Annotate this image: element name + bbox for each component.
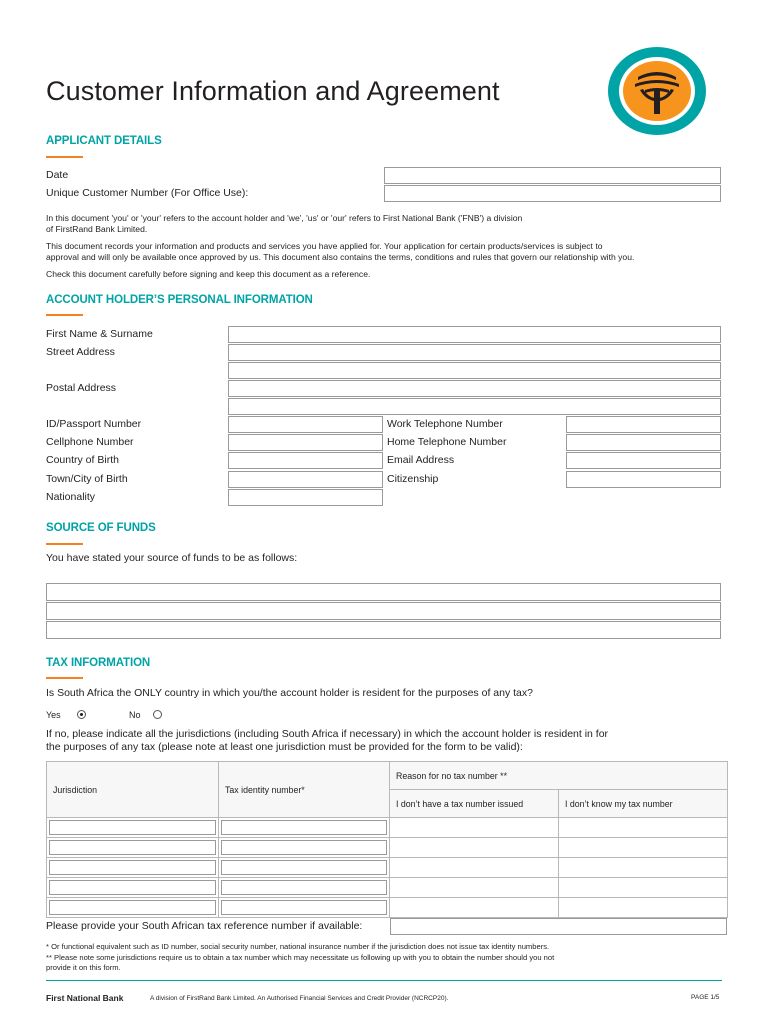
dont-know-cell[interactable]	[559, 878, 728, 898]
not-issued-cell[interactable]	[390, 858, 559, 878]
heading-underline	[46, 677, 83, 679]
jurisdiction-input[interactable]	[49, 820, 216, 835]
date-field[interactable]	[384, 167, 721, 184]
id-passport-label: ID/Passport Number	[46, 418, 142, 430]
street-address-label: Street Address	[46, 346, 115, 358]
definitions-line-1: In this document 'you' or 'your' refers to the account holder and 'we', 'us' or 'our' refers to First National Bank ('FNB') a division	[46, 213, 523, 223]
heading-underline	[46, 156, 83, 158]
id-passport-field[interactable]	[228, 416, 383, 433]
home-telephone-label: Home Telephone Number	[387, 436, 507, 448]
town-of-birth-label: Town/City of Birth	[46, 473, 128, 485]
if-no-instruction-1: If no, please indicate all the jurisdictions (including South Africa if necessary) in which the account holder is resident in for	[46, 728, 609, 740]
jurisdiction-input[interactable]	[49, 840, 216, 855]
radio-no-label: No	[129, 710, 141, 720]
tin-input[interactable]	[221, 900, 387, 915]
cellphone-label: Cellphone Number	[46, 436, 134, 448]
heading-underline	[46, 543, 83, 545]
jurisdiction-input[interactable]	[49, 900, 216, 915]
personal-info-heading: ACCOUNT HOLDER’S PERSONAL INFORMATION	[46, 294, 313, 306]
country-of-birth-field[interactable]	[228, 452, 383, 469]
ucn-field[interactable]	[384, 185, 721, 202]
nationality-field[interactable]	[228, 489, 383, 506]
street-address-field-1[interactable]	[228, 344, 721, 361]
country-of-birth-label: Country of Birth	[46, 454, 119, 466]
street-address-field-2[interactable]	[228, 362, 721, 379]
jurisdiction-input[interactable]	[49, 860, 216, 875]
applicant-details-heading: APPLICANT DETAILS	[46, 135, 162, 147]
cellphone-field[interactable]	[228, 434, 383, 451]
nationality-label: Nationality	[46, 491, 96, 503]
tax-residency-question: Is South Africa the ONLY country in which you/the account holder is resident for the purposes of any tax?	[46, 687, 533, 699]
footer-divider	[46, 980, 722, 981]
footnote-1: * Or functional equivalent such as ID number, social security number, national insurance number if the jurisdiction does not issue tax identity numbers.	[46, 942, 550, 951]
table-row	[47, 898, 728, 918]
radio-selected-icon[interactable]	[77, 710, 86, 719]
footnote-2-line-1: ** Please note some jurisdictions require us to obtain a tax number which may necessitate us following up with you to obtain the number should you not	[46, 953, 555, 962]
dont-know-cell[interactable]	[559, 858, 728, 878]
tax-jurisdiction-table	[46, 761, 728, 918]
source-of-funds-row-1[interactable]	[46, 583, 721, 601]
radio-yes-label: Yes	[46, 710, 61, 720]
table-row	[47, 878, 728, 898]
footnote-2-line-2: provide it on this form.	[46, 963, 121, 972]
table-row	[47, 818, 728, 838]
record-line-2: approval and will only be available once approved by us. This document also contains the terms, conditions and rules that govern our relationship with you.	[46, 252, 635, 262]
first-name-field[interactable]	[228, 326, 721, 343]
postal-address-label: Postal Address	[46, 382, 117, 394]
source-of-funds-row-3[interactable]	[46, 621, 721, 639]
tin-input[interactable]	[221, 880, 387, 895]
tin-input[interactable]	[221, 820, 387, 835]
home-telephone-field[interactable]	[566, 434, 721, 451]
check-document-note: Check this document carefully before signing and keep this document as a reference.	[46, 269, 371, 279]
tax-information-heading: TAX INFORMATION	[46, 657, 151, 669]
not-issued-cell[interactable]	[390, 878, 559, 898]
date-label: Date	[46, 169, 69, 181]
tin-input[interactable]	[221, 860, 387, 875]
definitions-line-2: of FirstRand Bank Limited.	[46, 224, 148, 234]
if-no-instruction-2: the purposes of any tax (please note at least one jurisdiction must be provided for the form to be valid):	[46, 741, 523, 753]
footer-bank-name: First National Bank	[46, 993, 124, 1003]
table-row	[47, 858, 728, 878]
source-of-funds-heading: SOURCE OF FUNDS	[46, 522, 156, 534]
email-label: Email Address	[387, 454, 455, 466]
not-issued-header: I don’t have a tax number issued	[390, 790, 559, 818]
footer-legal: A division of FirstRand Bank Limited. An Authorised Financial Services and Credit Provider (NCRCP20).	[150, 995, 449, 1002]
source-of-funds-intro: You have stated your source of funds to be as follows:	[46, 552, 298, 564]
tin-header: Tax identity number*	[219, 762, 390, 818]
radio-no-option[interactable]	[129, 709, 162, 720]
jurisdiction-input[interactable]	[49, 880, 216, 895]
postal-address-field-2[interactable]	[228, 398, 721, 415]
source-of-funds-row-2[interactable]	[46, 602, 721, 620]
work-telephone-label: Work Telephone Number	[387, 418, 503, 430]
citizenship-label: Citizenship	[387, 473, 439, 485]
reason-header: Reason for no tax number **	[390, 762, 728, 790]
radio-yes-option[interactable]	[46, 709, 86, 720]
jurisdiction-header: Jurisdiction	[47, 762, 219, 818]
dont-know-cell[interactable]	[559, 898, 728, 918]
sa-tax-reference-field[interactable]	[390, 918, 727, 935]
dont-know-cell[interactable]	[559, 818, 728, 838]
heading-underline	[46, 314, 83, 316]
email-field[interactable]	[566, 452, 721, 469]
tin-input[interactable]	[221, 840, 387, 855]
radio-unselected-icon[interactable]	[153, 710, 162, 719]
sa-tax-reference-label: Please provide your South African tax reference number if available:	[46, 920, 363, 932]
not-issued-cell[interactable]	[390, 898, 559, 918]
postal-address-field-1[interactable]	[228, 380, 721, 397]
first-name-label: First Name & Surname	[46, 328, 153, 340]
table-row	[47, 838, 728, 858]
work-telephone-field[interactable]	[566, 416, 721, 433]
page-number: PAGE 1/5	[691, 994, 720, 1001]
citizenship-field[interactable]	[566, 471, 721, 488]
record-line-1: This document records your information and products and services you have applied for. Your application for certain products/services is subject to	[46, 241, 603, 251]
not-issued-cell[interactable]	[390, 838, 559, 858]
ucn-label: Unique Customer Number (For Office Use):	[46, 187, 249, 199]
town-of-birth-field[interactable]	[228, 471, 383, 488]
dont-know-header: I don’t know my tax number	[559, 790, 728, 818]
dont-know-cell[interactable]	[559, 838, 728, 858]
fnb-logo-icon	[607, 46, 707, 136]
not-issued-cell[interactable]	[390, 818, 559, 838]
page-title: Customer Information and Agreement	[46, 76, 500, 106]
